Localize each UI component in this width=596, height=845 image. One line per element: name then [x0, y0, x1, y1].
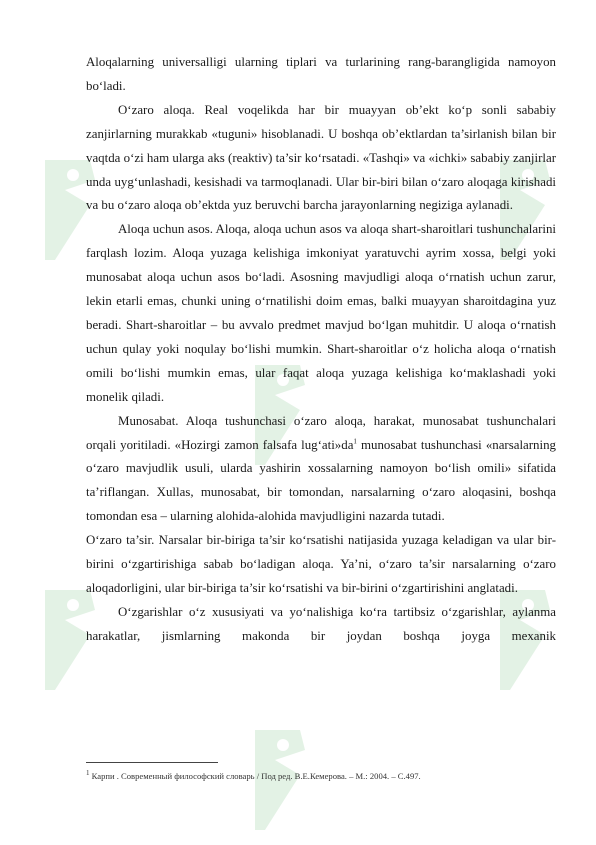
relation-text-after-note: munosabat tushunchasi «narsalarning o‘zaro mavjudlik usuli, ularda yashirin xossalarning namoyon bo‘lish omili» sifatida ta’riflangan. Xullas, munosabat, bir tomondan, narsalarning o‘zaro aloqasini, boshqa tomondan esa – ularning alohida-alohida mavjudligini nazarda tutadi.: [86, 437, 556, 524]
paragraph-basis-of-connection: Aloqa uchun asos. Aloqa, aloqa uchun asos va aloqa shart-sharoitlari tushunchalarini farqlash lozim. Aloqa yuzaga kelishiga imkoniyat yaratuvchi ayrim xossa, belgi yoki munosabat aloqa uchun asos bo‘ladi. Asosning mavjudligi aloqa o‘rnatish uchun zarur, lekin etarli emas, chunki uning o‘rnatilishi doim emas, balki muayyan sharoitdagina yuz beradi. Shart-sharoitlar – bu avvalo predmet mavjud bo‘lgan muhitdir. U aloqa o‘rnatish uchun qulay yoki noqulay bo‘lishi mumkin. Shart-sharoitlar o‘z holicha aloqa o‘rnatish omili bo‘lishi mumkin emas, ular faqat aloqa yuzaga kelishiga ko‘maklashadi yoki monelik qiladi.: [86, 222, 556, 404]
paragraph-relation: [86, 410, 556, 530]
footnote: [86, 770, 556, 782]
paragraph-universality: Aloqalarning universalligi ularning tiplari va turlarining rang-barangligida namoyon bo‘ladi.: [86, 55, 556, 93]
footnote-reference[interactable]: 1: [353, 437, 357, 446]
body-text: [86, 51, 556, 649]
paragraph-changes: O‘zgarishlar o‘z xususiyati va yo‘nalishiga ko‘ra tartibsiz o‘zgarishlar, aylanma harakatlar, jismlarning makonda bir joydan boshqa joyga mexanik: [86, 604, 556, 643]
footnote-mark: 1: [86, 769, 90, 778]
paragraph-interaction: O‘zaro ta’sir. Narsalar bir-biriga ta’sir ko‘rsatishi natijasida yuzaga keladigan va ular bir-birini o‘zgartirishiga sabab bo‘ladigan aloqa. Ya’ni, o‘zaro ta’sir narsalarning o‘zaro aloqadorligini, ular bir-biriga ta’sir ko‘rsatishi va bir-birini o‘zgartirishini anglatadi.: [86, 533, 556, 595]
footnote-divider: [86, 762, 218, 763]
relation-text-before-note: Munosabat. Aloqa tushunchasi o‘zaro aloqa, harakat, munosabat tushunchalari orqali yoritiladi. «Hozirgi zamon falsafa lug‘ati»da: [86, 413, 556, 452]
footnote-text: Карпи . Современный философский словарь / Под ред. В.Е.Кемерова. – М.: 2004. – С.497.: [89, 771, 421, 781]
paragraph-mutual-connection: O‘zaro aloqa. Real voqelikda har bir muayyan ob’ekt ko‘p sonli sababiy zanjirlarning murakkab «tuguni» hisoblanadi. U boshqa ob’ektlardan ta’sirlanish bilan bir vaqtda o‘zi ham ularga aks (reaktiv) ta’sir ko‘rsatadi. «Tashqi» va «ichki» sababiy zanjirlar unda uyg‘unlashadi, kesishadi va tarmoqlanadi. Ular bir-biri bilan o‘zaro aloqaga kirishadi va bu o‘zaro aloqa ob’ektda yuz beruvchi barcha jarayonlarning negiziga aylanadi.: [86, 102, 556, 213]
